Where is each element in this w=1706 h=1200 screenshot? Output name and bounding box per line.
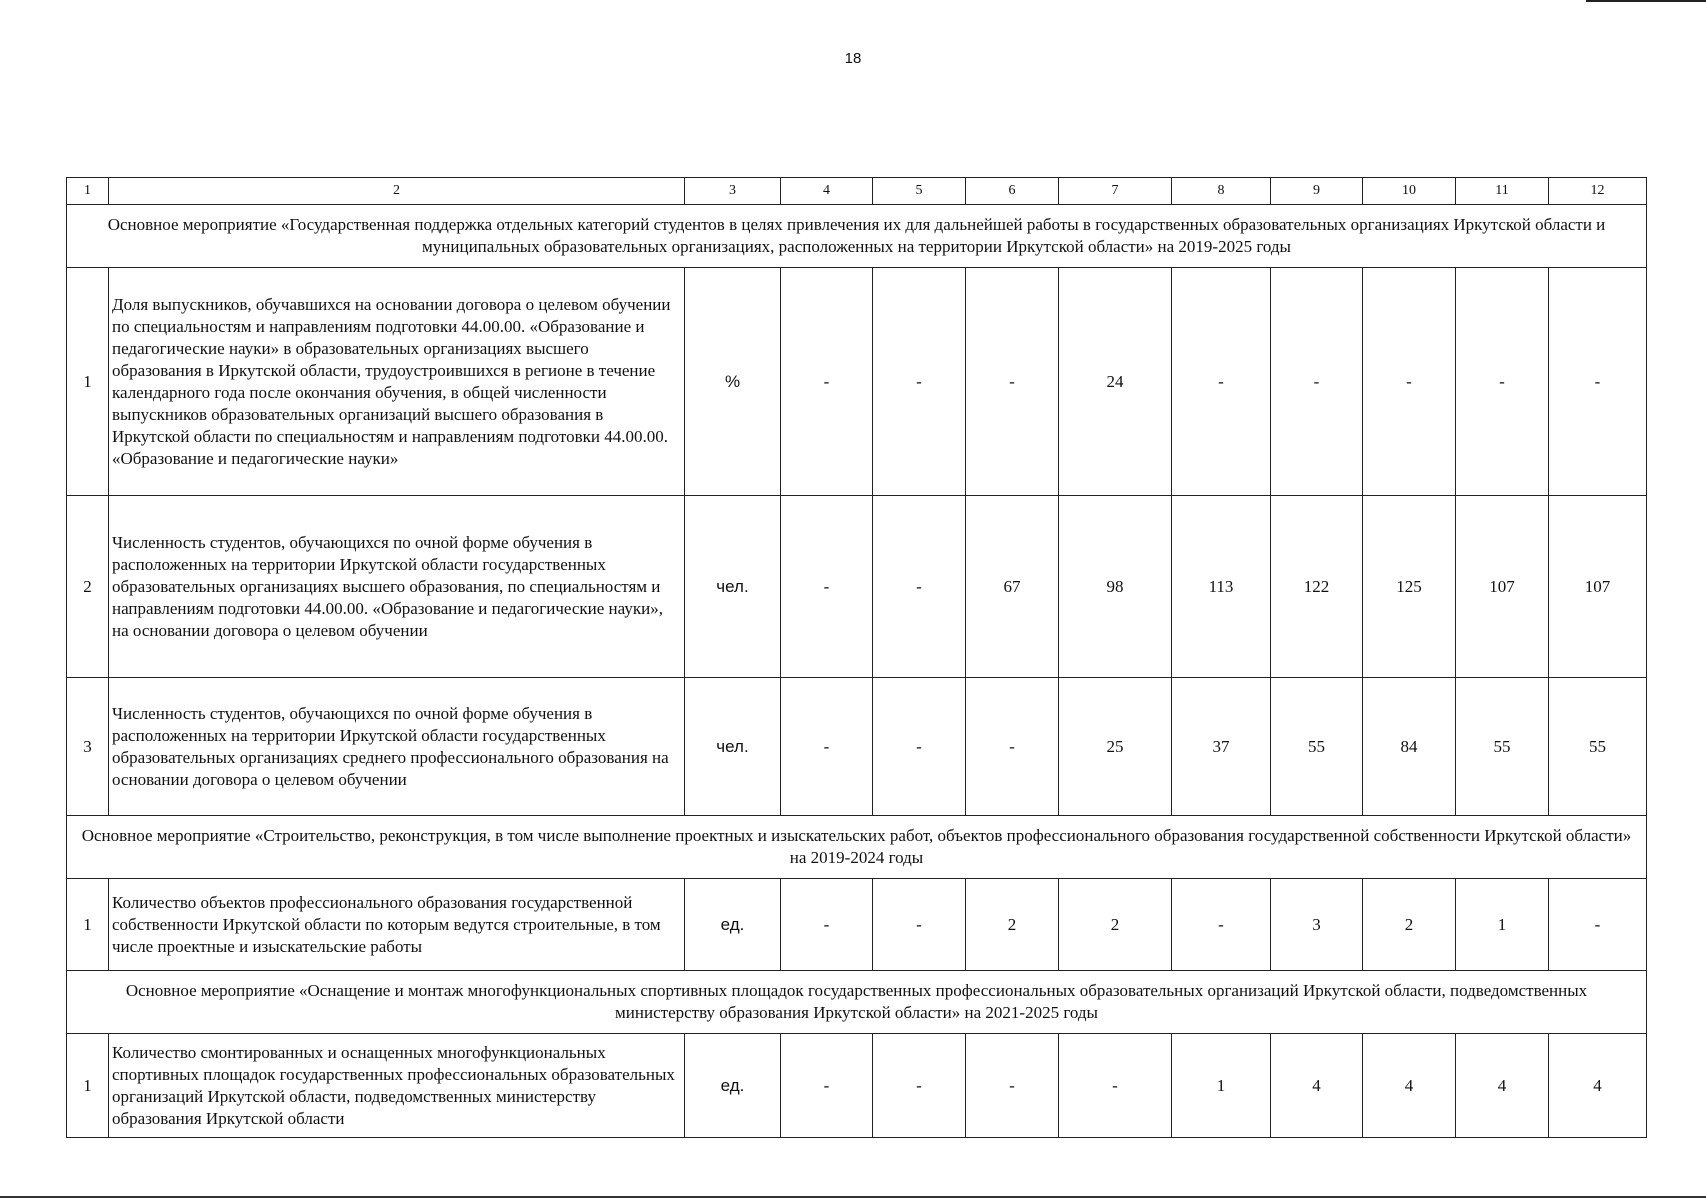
unit-cell: ед. (685, 879, 781, 971)
row-number: 3 (67, 678, 109, 816)
indicator-description: Численность студентов, обучающихся по очной форме обучения в расположенных на территории Иркутской области государственных образовательных организациях высшего образования, по специальностям и направлениям подготовки 44.00.00. «Образование и педагогические науки», на основании договора о целевом обучении (109, 496, 685, 678)
value-cell: - (873, 496, 966, 678)
value-cell: 4 (1271, 1034, 1363, 1138)
column-number: 6 (966, 178, 1059, 205)
value-cell: - (1172, 268, 1271, 496)
column-number-row (67, 178, 1647, 205)
top-edge-rule (1586, 0, 1706, 2)
row-number: 2 (67, 496, 109, 678)
value-cell: 1 (1172, 1034, 1271, 1138)
table-row (67, 496, 1647, 678)
value-cell: - (781, 678, 873, 816)
table-row (67, 879, 1647, 971)
value-cell: 55 (1549, 678, 1647, 816)
table-row (67, 268, 1647, 496)
value-cell: 67 (966, 496, 1059, 678)
row-number: 1 (67, 879, 109, 971)
column-number: 4 (781, 178, 873, 205)
value-cell: - (1059, 1034, 1172, 1138)
value-cell: 4 (1456, 1034, 1549, 1138)
value-cell: - (1271, 268, 1363, 496)
value-cell: - (1456, 268, 1549, 496)
value-cell: - (966, 1034, 1059, 1138)
value-cell: 55 (1271, 678, 1363, 816)
column-number: 11 (1456, 178, 1549, 205)
column-number: 10 (1363, 178, 1456, 205)
value-cell: - (873, 879, 966, 971)
column-number: 7 (1059, 178, 1172, 205)
value-cell: 25 (1059, 678, 1172, 816)
section-title: Основное мероприятие «Оснащение и монтаж многофункциональных спортивных площадок государственных профессиональных образовательных организаций Иркутской области, подведомственных министерству образования Иркутской области» на 2021-2025 годы (67, 971, 1647, 1034)
value-cell: - (781, 496, 873, 678)
value-cell: 1 (1456, 879, 1549, 971)
value-cell: - (966, 678, 1059, 816)
column-number: 9 (1271, 178, 1363, 205)
section-header-row (67, 816, 1647, 879)
unit-cell: % (685, 268, 781, 496)
value-cell: - (781, 1034, 873, 1138)
column-number: 12 (1549, 178, 1647, 205)
value-cell: 2 (1363, 879, 1456, 971)
value-cell: 55 (1456, 678, 1549, 816)
value-cell: 4 (1549, 1034, 1647, 1138)
row-number: 1 (67, 1034, 109, 1138)
value-cell: 2 (1059, 879, 1172, 971)
value-cell: - (873, 1034, 966, 1138)
section-header-row (67, 205, 1647, 268)
column-number: 3 (685, 178, 781, 205)
value-cell: - (1172, 879, 1271, 971)
value-cell: 3 (1271, 879, 1363, 971)
value-cell: - (1363, 268, 1456, 496)
value-cell: 84 (1363, 678, 1456, 816)
value-cell: 107 (1549, 496, 1647, 678)
column-number: 1 (67, 178, 109, 205)
indicator-description: Численность студентов, обучающихся по очной форме обучения в расположенных на территории Иркутской области государственных образовательных организациях среднего профессионального образования на основании договора о целевом обучении (109, 678, 685, 816)
column-number: 8 (1172, 178, 1271, 205)
value-cell: 122 (1271, 496, 1363, 678)
value-cell: - (781, 268, 873, 496)
value-cell: 113 (1172, 496, 1271, 678)
unit-cell: чел. (685, 678, 781, 816)
bottom-edge-rule (0, 1196, 1706, 1198)
value-cell: 125 (1363, 496, 1456, 678)
table-row (67, 1034, 1647, 1138)
column-number: 5 (873, 178, 966, 205)
column-number: 2 (109, 178, 685, 205)
section-header-row (67, 971, 1647, 1034)
section-title: Основное мероприятие «Строительство, реконструкция, в том числе выполнение проектных и изыскательских работ, объектов профессионального образования государственной собственности Иркутской области» на 2019-2024 годы (67, 816, 1647, 879)
value-cell: 4 (1363, 1034, 1456, 1138)
value-cell: 98 (1059, 496, 1172, 678)
value-cell: 107 (1456, 496, 1549, 678)
indicator-description: Количество смонтированных и оснащенных многофункциональных спортивных площадок государственных профессиональных образовательных организаций Иркутской области, подведомственных министерству образования Иркутской области (109, 1034, 685, 1138)
row-number: 1 (67, 268, 109, 496)
value-cell: - (1549, 879, 1647, 971)
section-title: Основное мероприятие «Государственная поддержка отдельных категорий студентов в целях привлечения их для дальнейшей работы в государственных образовательных организациях Иркутской области и муниципальных образовательных организациях, расположенных на территории Иркутской области» на 2019-2025 годы (67, 205, 1647, 268)
value-cell: - (1549, 268, 1647, 496)
value-cell: 24 (1059, 268, 1172, 496)
value-cell: - (966, 268, 1059, 496)
unit-cell: ед. (685, 1034, 781, 1138)
value-cell: - (873, 268, 966, 496)
value-cell: 2 (966, 879, 1059, 971)
value-cell: - (873, 678, 966, 816)
unit-cell: чел. (685, 496, 781, 678)
table-row (67, 678, 1647, 816)
page-number: 18 (844, 50, 862, 67)
indicators-table (66, 177, 1647, 1138)
value-cell: 37 (1172, 678, 1271, 816)
indicator-description: Количество объектов профессионального образования государственной собственности Иркутской области по которым ведутся строительные, в том числе проектные и изыскательские работы (109, 879, 685, 971)
value-cell: - (781, 879, 873, 971)
indicator-description: Доля выпускников, обучавшихся на основании договора о целевом обучении по специальностям и направлениям подготовки 44.00.00. «Образование и педагогические науки» в образовательных организациях высшего образования в Иркутской области, трудоустроившихся в регионе в течение календарного года после окончания обучения, в общей численности выпускников образовательных организаций высшего образования в Иркутской области по специальностям и направлениям подготовки 44.00.00. «Образование и педагогические науки» (109, 268, 685, 496)
